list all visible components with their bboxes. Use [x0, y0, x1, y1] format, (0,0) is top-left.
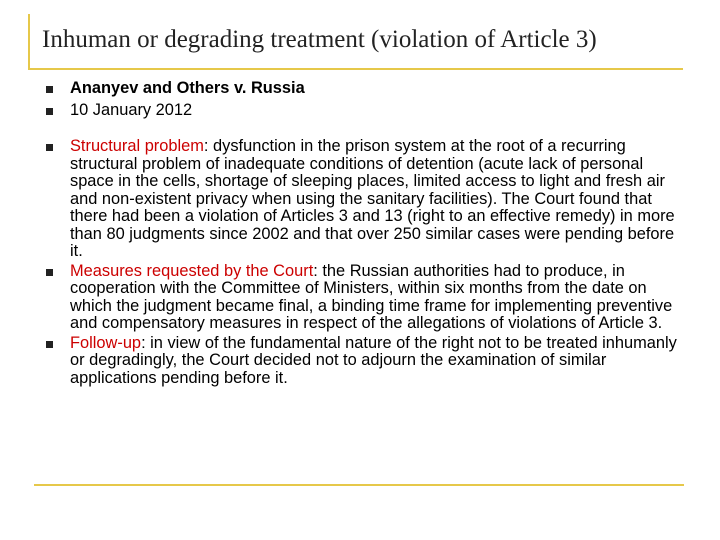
slide-title: Inhuman or degrading treatment (violation of Article 3): [42, 26, 597, 53]
point-structural-problem: [42, 138, 687, 261]
point-text: : the Russian authorities had to produce, in cooperation with the Committee of Ministers, within six months from the date on which the judgment became final, a binding time frame for implementing preventive and compensatory measures in respect of the allegations of violations of Article 3.: [70, 261, 673, 332]
point-text: : dysfunction in the prison system at the root of a recurring structural problem of inadequate conditions of detention (acute lack of personal space in the cells, shortage of sleeping places, limited access to light and fresh air and non-existent privacy when using the sanitary facilities). The Court found that there had been a violation of Articles 3 and 13 (right to an effective remedy) in more than 80 judgments since 2002 and that over 250 similar cases were pending before it.: [70, 137, 675, 260]
case-date: 10 January 2012: [70, 100, 193, 119]
bottom-divider: [34, 484, 684, 486]
bullet-icon: [46, 86, 53, 93]
title-underline: [28, 68, 683, 70]
bullet-icon: [46, 144, 53, 151]
bullet-icon: [46, 108, 53, 115]
bullet-icon: [46, 341, 53, 348]
bullet-icon: [46, 269, 53, 276]
case-date-item: [42, 102, 687, 120]
slide-content: [42, 80, 687, 387]
point-label: Measures requested by the Court: [70, 261, 314, 280]
point-text: : in view of the fundamental nature of the right not to be treated inhumanly or degradingly, the Court decided not to adjourn the examination of similar applications pending before it.: [70, 333, 677, 387]
point-follow-up: [42, 335, 687, 388]
case-name-item: [42, 80, 687, 98]
point-label: Follow-up: [70, 333, 142, 352]
decorative-vertical-line: [28, 14, 30, 70]
point-label: Structural problem: [70, 137, 204, 155]
case-name: Ananyev and Others v. Russia: [70, 79, 305, 97]
point-measures-requested: [42, 263, 687, 333]
